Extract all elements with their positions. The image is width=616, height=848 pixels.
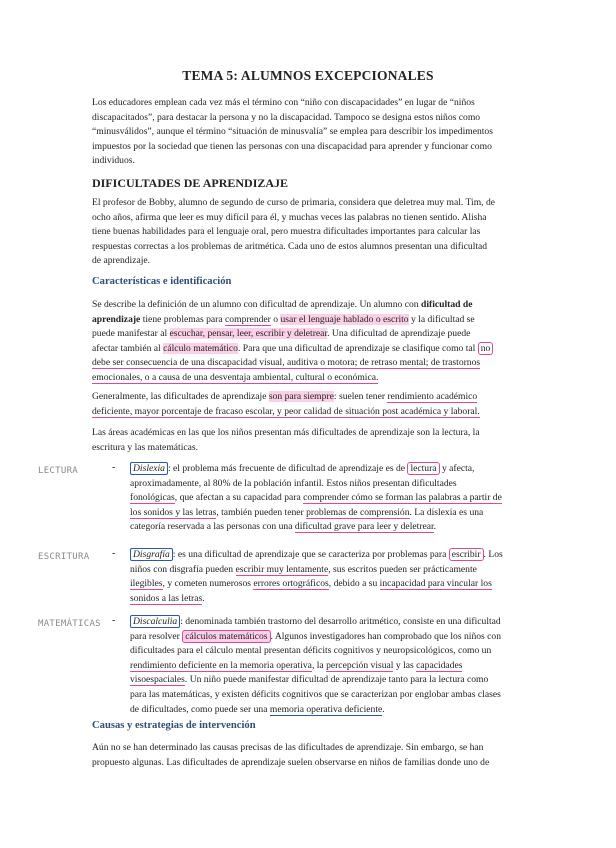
underlined-text: rendimiento académico (387, 391, 478, 402)
underlined-text: comprender (225, 313, 271, 325)
highlighted-text: cálculo matemático (163, 342, 238, 354)
underlined-text: dificultad grave para leer y deletrear (294, 521, 434, 533)
underlined-text: escribir muy lentamente (235, 563, 329, 575)
subheading-causas: Causas y estrategias de intervención (92, 720, 256, 731)
text-line: dificultades para el cálculo mental presentan déficits cognitivos y neuropsicológicos, como un (130, 645, 492, 657)
text-line: “minusválidos”, aunque el término “situación de minusvalía” se emplea para describir los impedimentos (92, 126, 493, 138)
text-line: discapacitados”, para destacar la persona y no la discapacidad. Tampoco se designa estos niños como (92, 111, 481, 123)
underlined-text: sonidos a las letras (130, 592, 203, 604)
text-line: tiene buenas habilidades para el lenguaje oral, pero muestra dificultades importantes para calcular las (92, 226, 481, 238)
text-line: escritura y las matemáticas. (92, 441, 199, 453)
underlined-text: rendimiento deficiente en la memoria operativa (130, 659, 312, 671)
areas-paragraph (92, 426, 522, 455)
underlined-text: percepción visual (326, 659, 394, 671)
definition-paragraph (92, 298, 522, 386)
highlighted-text: escuchar, pensar, leer, escribir y deletrear (169, 328, 328, 340)
underlined-text: memoria operativa deficiente (269, 703, 383, 715)
causas-paragraph (92, 741, 522, 770)
bold-term: aprendizaje (92, 313, 141, 325)
circled-text: lectura (407, 462, 439, 475)
text-line: Discalculia : denominada también trastorno del desarrollo aritmético, consiste en una dificultad (130, 615, 522, 630)
text-line: propuesto algunas. Las dificultades de aprendizaje suelen observarse en niños de familias donde uno de (92, 756, 490, 768)
text-line: ilegibles, y cometen numerosos errores ortográficos, debido a su incapacidad para vincular los (130, 578, 492, 590)
text-line: individuos. (92, 155, 135, 167)
text-line: Dislexia : el problema más frecuente de dificultad de aprendizaje es de lectura y afecta, (130, 462, 522, 477)
highlighted-text: usar el lenguaje hablado o escrito (280, 313, 409, 325)
margin-note-escritura: ESCRITURA (38, 552, 90, 562)
bullet-dash: - (112, 548, 116, 559)
subheading-caracteristicas: Características e identificación (92, 276, 232, 287)
intro-paragraph (92, 96, 522, 169)
underlined-text: comprender cómo se forman las palabras a partir de (303, 492, 502, 504)
text-line: niños con disgrafía pueden escribir muy lentamente, sus escritos pueden ser prácticamente (130, 563, 477, 575)
text-line (92, 405, 522, 420)
bullet-dash: - (112, 615, 116, 626)
underlined-text: emocionales, o a causa de una desventaja ambiental, cultural o económica. (92, 371, 379, 383)
text-line: para resolver cálculos matemáticos . Algunos investigadores han comprobado que los niños con (130, 630, 502, 642)
text-line: Generalmente, las dificultades de aprendizaje son para siempre: suelen tener rendimiento académico (92, 391, 478, 402)
term-dislexia: Dislexia (130, 462, 168, 475)
underlined-text: errores ortográficos (253, 578, 329, 590)
text-line: fonológicas, que afectan a su capacidad para comprender cómo se forman las palabras a partir de (130, 492, 502, 504)
underlined-text: ilegibles (130, 578, 163, 590)
text-line: visoespaciales. Un niño puede manifestar dificultad de aprendizaje tanto para la lectura como (130, 674, 489, 686)
term-disgrafia: Disgrafía (130, 548, 173, 561)
text-line: puede manifestar al escuchar, pensar, leer, escribir y deletrear. Una dificultad de aprendizaje puede (92, 328, 471, 340)
text-line: aprendizaje tiene problemas para comprender o usar el lenguaje hablado o escrito y la dificultad se (92, 313, 475, 325)
text-line: categoría reservada a las personas con una dificultad grave para leer y deletrear. (130, 521, 437, 533)
text-line: impuestos por la sociedad que tienen las personas con una discapacidad para aprender y funcionar como (92, 140, 492, 152)
margin-note-lectura: LECTURA (38, 466, 79, 476)
bullet-disgrafia (130, 548, 522, 606)
bullet-dislexia (130, 462, 522, 535)
circled-text: cálculos matemáticos (182, 630, 270, 643)
text-line (92, 371, 522, 386)
text-line: Disgrafía : es una dificultad de aprendizaje que se caracteriza por problemas para escribir . Los (130, 548, 522, 563)
document-title: TEMA 5: ALUMNOS EXCEPCIONALES (182, 68, 434, 83)
underlined-text: problemas de comprensión (306, 506, 410, 518)
underlined-text: deficiente (92, 405, 130, 417)
text-line: El profesor de Bobby, alumno de segundo de curso de primaria, considera que deletrea muy mal. Tim, de (92, 197, 496, 208)
text-line: para las matemáticas, y existen déficits cognitivos que se caracterizan por englobar ambas clases (130, 688, 501, 700)
text-line: Se describe la definición de un alumno con dificultad de aprendizaje. Un alumno con dificultad de (92, 299, 473, 310)
underlined-text: visoespaciales (130, 674, 185, 686)
text-line: Los educadores emplean cada vez más el término con “niño con discapacidades” en lugar de “niños (92, 97, 475, 108)
text-line: respuestas correctas a los problemas de aritmética. Cada uno de estos alumnos presentan una dificultad (92, 240, 488, 252)
highlighted-text: son para siempre (268, 391, 334, 402)
underlined-text: los sonidos y las letras (130, 506, 217, 518)
term-discalculia: Discalculia (130, 615, 180, 628)
bold-term: dificultad de (421, 299, 473, 310)
text-line: Aún no se han determinado las causas precisas de las dificultades de aprendizaje. Sin embargo, se han (92, 742, 484, 753)
underlined-text: fonológicas (130, 492, 175, 504)
text-line: ocho años, afirma que leer es muy difícil para él, y muchas veces las palabras no tienen sentido. Alisha (92, 211, 487, 223)
text-line: afectar también al cálculo matemático. Para que una dificultad de aprendizaje se clasifique como tal no (92, 342, 522, 357)
margin-note-matematicas: MATEMÁTICAS (38, 619, 101, 629)
text-line (92, 356, 522, 371)
underlined-text: capacidades (416, 659, 463, 671)
text-line: de aprendizaje. (92, 255, 151, 267)
text-line: de dificultades, como puede ser una memoria operativa deficiente. (130, 703, 385, 715)
underlined-text: debe ser consecuencia de una discapacidad visual, auditiva o motora; de retraso mental; de trastornos (92, 357, 481, 369)
text-line: sonidos a las letras. (130, 592, 205, 604)
underlined-text: incapacidad para vincular los (379, 578, 492, 590)
underlined-text: , mayor porcentaje de fracaso escolar, y peor calidad de situación post académica y laboral. (129, 405, 480, 417)
text-line: rendimiento deficiente en la memoria operativa, la percepción visual y las capacidades (130, 659, 463, 671)
section1-paragraph (92, 196, 522, 269)
text-line: Las áreas académicas en las que los niños presentan más dificultades de aprendizaje son la lectura, la (92, 427, 480, 438)
text-line: los sonidos y las letras, también pueden tener problemas de comprensión. La dislexia es una (130, 506, 484, 518)
generalmente-paragraph (92, 390, 522, 419)
circled-text: no (478, 342, 494, 355)
section-heading-dificultades: DIFICULTADES DE APRENDIZAJE (92, 176, 289, 190)
bullet-dash: - (112, 462, 116, 473)
bullet-discalculia (130, 615, 522, 717)
circled-text: escribir (449, 548, 484, 561)
text-line: aproximadamente, al 80% de la población infantil. Estos niños presentan dificultades (130, 477, 457, 489)
